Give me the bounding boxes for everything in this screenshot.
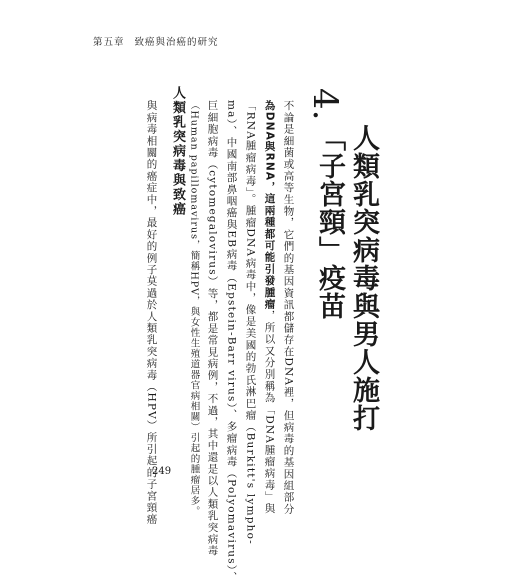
- subsection-column-1: 與病毒相關的癌症中，最好的例子莫過於人類乳突病毒（HPV）所引起的子宮頸癌: [145, 100, 158, 526]
- running-head: [93, 34, 219, 48]
- body-column-2: [263, 100, 276, 515]
- page-number: 249: [152, 466, 172, 477]
- body-column-1: 不論是細菌或高等生物，它們的基因資訊都儲存在DNA裡，但病毒的基因組部分: [282, 100, 295, 515]
- chapter-number: 第五章: [93, 37, 125, 48]
- body-column-2-bold: 為DNA與RNA，這兩種都可能引發腫瘤: [263, 100, 276, 310]
- section-title-line2: 「子宮頸」疫苗: [314, 124, 345, 320]
- chapter-title: 致癌與治癌的研究: [134, 37, 219, 48]
- section-title-line1: 人類乳突病毒與男人施打: [348, 124, 379, 432]
- subsection-heading: 人類乳突病毒與致癌: [170, 86, 185, 217]
- body-column-4: ma）、中國南部鼻咽癌與EB病毒（Epstein-Barr virus）、多瘤病毒（Polyomavirus）、: [225, 100, 238, 583]
- body-column-5: 巨細胞病毒（cytomegalovirus）等，都是常見病例，不過，其中還是以人類乳突病毒: [206, 100, 219, 557]
- body-column-6: （Human papillomavirus，簡稱HPV，與女性生殖道器官病相關）引起的腫瘤居多。: [188, 100, 200, 517]
- body-column-3: 「RNA腫瘤病毒」。腫瘤DNA病毒中，像是美國的勃氏淋巴瘤（Burkitt's lympho-: [244, 100, 257, 545]
- section-number: 4.: [305, 88, 345, 121]
- body-column-2-rest: ，所以又分別稱為「DNA腫瘤病毒」與: [263, 309, 276, 515]
